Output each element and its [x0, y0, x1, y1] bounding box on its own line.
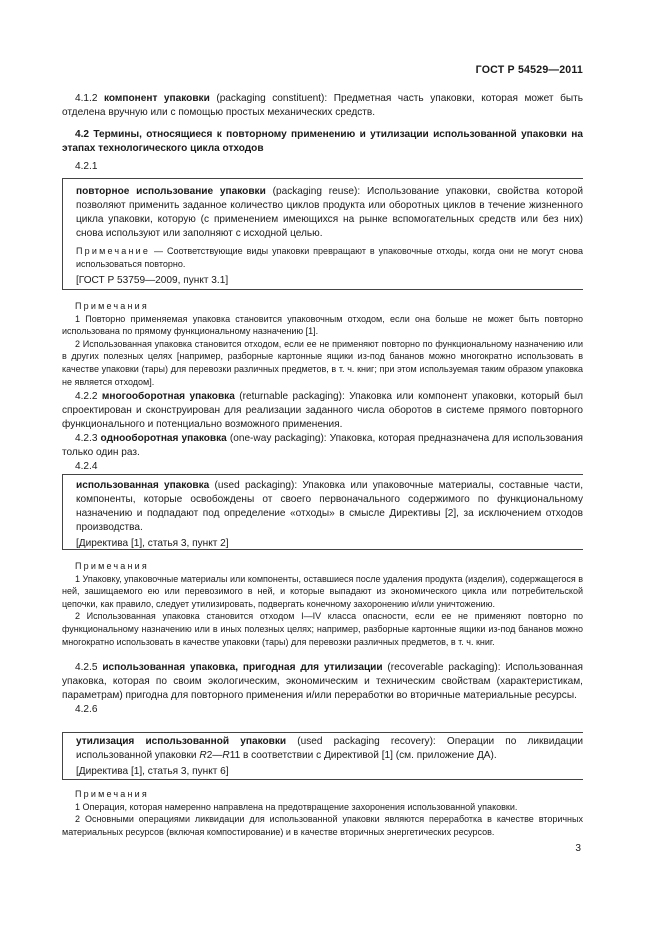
notes-block-1: Примечания 1 Повторно применяемая упаковка становится упаковочным отходом, если она больше не может быть повторно использована по прямому функциональному назначению [1]. 2 Использованная упаковка становится отходом, если ее не применяют повторно по функциональному назначению или в других полезных целях [например, разборные картонные ящики из-под бананов можно многократно использовать в качестве упаковки (тары) для перевозки различных предметов, в т. ч. книг; при этом используемая таким образом упаковка не является отходом].: [62, 301, 583, 387]
reference: [Директива [1], статья 3, пункт 6]: [76, 766, 229, 777]
notes-block-2: Примечания 1 Упаковку, упаковочные материалы или компоненты, оставшиеся после удаления продукта (изделия), содержащегося в ней, зашищаемого ею или перевозимого в ней, и которые выпадают из экономического цикла или потребительской цепочки, как правило, следует утилизировать, подвергать конечному захоронению и/или уничтожению. 2 Использованная упаковка становится отходом I—IV класса опасности, если ее не применяют повторно по функциональному назначению или в иных полезных целях; например, разборные картонные ящики из-под бананов можно многократно использовать в качестве упаковки (тары) для перевозки различных предметов, в т. ч. книг.: [62, 561, 583, 647]
document-id: ГОСТ Р 54529—2011: [475, 64, 583, 76]
term: многооборотная упаковка: [101, 391, 235, 402]
note-item: 1 Повторно применяемая упаковка становится упаковочным отходом, если она больше не может быть повторно использована по прямому функциональному назначению [1].: [62, 313, 583, 337]
note-item: 1 Операция, которая намеренно направлена на предотвращение захоронения использованной упаковки.: [75, 801, 518, 812]
clause-4-2-3: 4.2.3 однооборотная упаковка (one-way packaging): Упаковка, которая предназначена для использования только один раз.: [62, 433, 583, 458]
clause-4-1-2: 4.1.2 компонент упаковки (packaging constituent): Предметная часть упаковки, которая может быть отделена вручную или с помощью простых механических средств.: [62, 93, 584, 118]
section-heading-4-2: 4.2 Термины, относящиеся к повторному применению и утилизации использованной упаковки на этапах технологического цикла отходов: [62, 129, 583, 154]
clause-4-2-2: 4.2.2 многооборотная упаковка (returnable packaging): Упаковка или компонент упаковки, который был спроектирован и сконструирован для реализации заданного числа оборотов в системе прямого повторного функционального и потенциально возможного применения. 4.2.3 однооборотная упаковка (one-way packaging): Упаковка, которая предназначена для использования только один раз. 4.2.4: [62, 391, 583, 472]
term: использованная упаковка: [76, 480, 210, 491]
note-item: 1 Упаковку, упаковочные материалы или компоненты, оставшиеся после удаления продукта (изделия), содержащегося в ней, зашищаемого ею или перевозимого в ней, и которые выпадают из экономического цикла или потребительской цепочки, как правило, следует утилизировать, подвергать конечному захоронению и/или уничтожению.: [62, 573, 583, 609]
term: использованная упаковка, пригодная для утилизации: [102, 662, 383, 673]
term: компонент упаковки: [103, 93, 210, 104]
clause-number: 4.2.1: [75, 161, 98, 172]
term: однооборотная упаковка: [100, 433, 227, 444]
term: повторное использование упаковки: [76, 186, 266, 197]
term-box-4-2-4: использованная упаковка (used packaging): Упаковка или упаковочные материалы, составные части, компоненты, которые освобождены от своего первоначального содержимого по функциональному назначению и подпадают под определение «отходы» в смысле Директивы [2], за исключением отходов производства. [Директива [1], статья 3, пункт 2]: [62, 474, 583, 550]
notes-block-3: Примечания 1 Операция, которая намеренно направлена на предотвращение захоронения использованной упаковки. 2 Основными операциями ликвидации для использованной упаковки являются переработка в качестве вторичных материальных ресурсов (включая компостирование) и в качестве вторичных энергетических ресурсов.: [62, 789, 583, 837]
box-note: Примечание — Соответствующие виды упаковки превращают в упаковочные отходы, когда они не могут снова использоваться повторно.: [76, 246, 583, 269]
term-box-4-2-1: повторное использование упаковки (packaging reuse): Использование упаковки, свойства которой позволяют применить заданное количество циклов продукта или оборотных циклов в течение жизненного цикла упаковки, которую (с применением имеющихся на рынке вспомогательных средств или без них) снова используют или заполняют с исходной целью. Примечание — Соответствующие виды упаковки превращают в упаковочные отходы, когда они не могут снова использоваться повторно. [ГОСТ Р 53759—2009, пункт 3.1]: [62, 178, 583, 290]
note-item: 2 Использованная упаковка становится отходом I—IV класса опасности, если ее не применяют повторно по функциональному назначению или в иных полезных целях; например, разборные картонные ящики из-под бананов можно многократно использовать в качестве упаковки (тары) для перевозки различных предметов, в т. ч. книг.: [62, 611, 583, 647]
term-box-4-2-6: утилизация использованной упаковки (used packaging recovery): Операции по ликвидации использованной упаковки R2—R11 в соответствии с Директивой [1] (см. приложение ДА). [Директива [1], статья 3, пункт 6]: [62, 732, 583, 780]
term: утилизация использованной упаковки: [76, 736, 287, 747]
clause-4-2-5: 4.2.5 использованная упаковка, пригодная для утилизации (recoverable packaging): Использованная упаковка, которая по своим экологическим, экономическим и техническим свойствам (характеристикам, параметрам) пригодна для повторного применения и/или переработки во вторичные материальные ресурсы. 4.2.6: [62, 662, 583, 715]
note-item: 2 Использованная упаковка становится отходом, если ее не применяют повторно по функциональному назначению или в других полезных целях [например, разборные картонные ящики из-под бананов можно многократно использовать в качестве упаковки (тары) для перевозки различных предметов, в т. ч. книг; при этом используемая таким образом упаковка не является отходом].: [62, 338, 583, 387]
note-item: 2 Основными операциями ликвидации для использованной упаковки являются переработка в качестве вторичных материальных ресурсов (включая компостирование) и в качестве вторичных энергетических ресурсов.: [62, 814, 583, 837]
reference: [ГОСТ Р 53759—2009, пункт 3.1]: [76, 275, 229, 287]
reference: [Директива [1], статья 3, пункт 2]: [76, 538, 229, 549]
page-number: 3: [575, 843, 581, 854]
